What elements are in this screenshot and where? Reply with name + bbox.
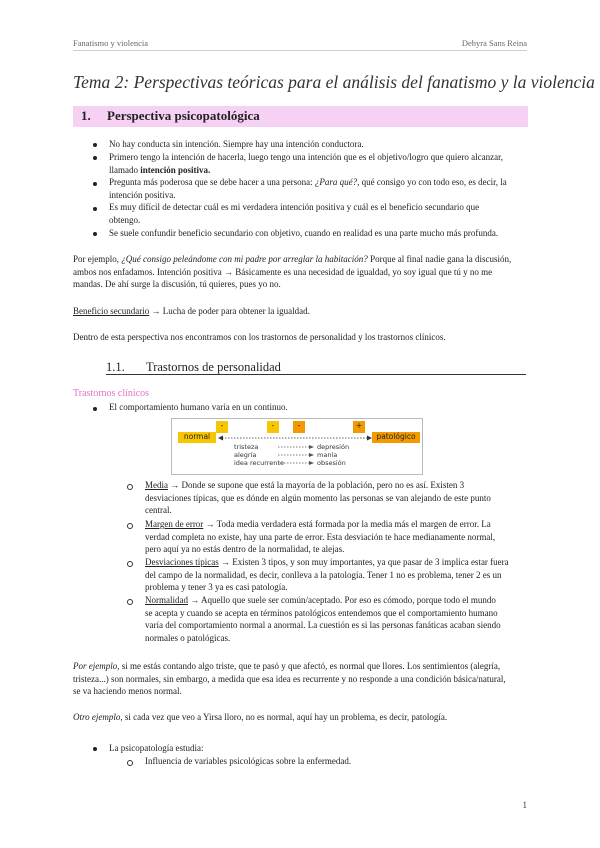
text: si cada vez que veo a Yirsa lloro, no es normal, aquí hay un problema, es decir, patología. — [122, 712, 448, 722]
sub-item — [145, 518, 530, 556]
continuum-arrow — [218, 433, 372, 443]
bullet-icon — [93, 407, 97, 411]
text: central. — [145, 505, 172, 515]
underlined-term: Beneficio secundario — [73, 306, 150, 316]
minus-box: - — [267, 421, 279, 433]
text: Porque al final nadie gana la discusión, — [367, 254, 512, 264]
patologico-label: patológico — [372, 432, 420, 443]
sub-bullet-icon — [127, 599, 133, 605]
bullet-icon — [93, 182, 97, 186]
underlined-term: Margen de error — [145, 519, 204, 529]
text: pero aquí ya no estás dentro de la normalidad, te alejas. — [145, 544, 345, 554]
page-number: 1 — [522, 800, 527, 810]
text: intención positiva. — [109, 189, 176, 200]
example-left: alegría — [234, 451, 257, 459]
text: , qué consigo yo con todo eso, es decir, la — [357, 177, 507, 187]
text: Es muy difícil de detectar cuál es mi verdadera intención positiva y cuál es el beneficio secundario que — [109, 202, 480, 212]
normal-label: normal — [178, 432, 216, 443]
text: verdad completa no existe, hay una parte de error. Esta desviación te hace medianamente normal, — [145, 531, 496, 542]
section-label: Perspectiva psicopatológica — [107, 108, 260, 123]
text: normales o patológicas. — [145, 632, 231, 643]
section-number: 1.1. — [106, 360, 125, 374]
text: → Donde se supone que está la mayoría de la población, pero no es así. Existen 3 — [168, 480, 465, 490]
text: se acepta y cuando se acepta en términos patológicos entendemos que el comportamiento humano — [145, 607, 498, 618]
list-item: No hay conducta sin intención. Siempre hay una intención conductora. — [109, 139, 364, 149]
text: → Aquello que suele ser común/aceptado. Por eso es cómodo, porque todo el mundo — [188, 595, 496, 605]
text: Por ejemplo, — [73, 254, 122, 264]
section-number: 1. — [81, 108, 91, 123]
text: del campo de la normalidad, es decir, conlleva a la patología. Tener 1 no es problema, tener 2 es un — [145, 569, 502, 580]
text: desviaciones típicas, que es dónde en algún momento las personas se van alejando de este punto — [145, 492, 491, 503]
text: Primero tengo la intención de hacerla, luego tengo una intención que es el objetivo/logro que quiero alcanzar, — [109, 152, 504, 162]
text: → Toda media verdadera está formada por la media más el margen de error. La — [203, 519, 491, 529]
underlined-term: Desviaciones típicas — [145, 557, 219, 567]
sub-item — [145, 479, 530, 517]
minus-box: - — [293, 421, 305, 433]
example-right: depresión — [317, 443, 350, 451]
bullet-icon — [93, 143, 97, 147]
italic-text: Otro ejemplo, — [73, 712, 123, 722]
paragraph — [73, 711, 447, 724]
header-left: Fanatismo y violencia — [73, 38, 149, 48]
text: problema y tener 3 ya es casi patología. — [145, 582, 288, 592]
section-label: Trastornos de personalidad — [146, 360, 281, 374]
text: ambos nos enfadamos. Intención positiva → Básicamente es una necesidad de igualdad, yo soy igual que tú y no me — [73, 266, 493, 277]
sub-item — [145, 556, 530, 594]
section-1-heading — [73, 106, 528, 127]
plus-box: + — [353, 421, 365, 433]
header-right: Dehyra Sans Reina — [461, 38, 527, 48]
page-title: Tema 2: Perspectivas teóricas para el análisis del fanatismo y la violencia — [73, 72, 595, 92]
text: → Existen 3 tipos, y son muy importantes, ya que pasar de 3 implica estar fuera — [218, 557, 509, 567]
text: varía del comportamiento normal a anormal. La cuestión es si las personas fanáticas acaban siendo — [145, 620, 501, 630]
sub-bullet-icon — [127, 561, 133, 567]
sub-bullet-icon — [127, 523, 133, 529]
italic-text: Por ejemplo, — [73, 661, 120, 671]
list-item: Se suele confundir beneficio secundario con objetivo, cuando en realidad es una parte mucho más profunda. — [109, 228, 499, 238]
italic-text: ¿Para qué? — [314, 177, 358, 187]
bold-text: intención positiva. — [140, 164, 211, 175]
text: obtengo. — [109, 214, 141, 225]
paragraph: Dentro de esta perspectiva nos encontramos con los trastornos de personalidad y los trastornos clínicos. — [73, 332, 446, 342]
example-arrows — [276, 443, 316, 469]
paragraph — [73, 305, 310, 318]
list-item: La psicopatología estudia: — [109, 743, 204, 753]
section-1-1-heading — [106, 360, 526, 375]
list-item: El comportamiento humano varía en un continuo. — [109, 402, 288, 412]
underlined-term: Media — [145, 480, 168, 490]
pathological-examples — [317, 443, 349, 467]
bullet-icon — [93, 156, 97, 160]
paragraph — [73, 253, 533, 291]
text: → Lucha de poder para obtener la igualdad. — [149, 306, 310, 316]
example-right: manía — [317, 451, 338, 459]
bullet-icon — [93, 747, 97, 751]
bullet-icon — [93, 232, 97, 236]
minus-box: - — [216, 421, 228, 433]
example-left: tristeza — [234, 443, 259, 451]
subsection-heading: Trastornos clínicos — [73, 388, 150, 399]
continuum-diagram — [171, 418, 423, 475]
example-right: obsesión — [317, 459, 346, 467]
sub-bullet-icon — [127, 484, 133, 490]
text: tristeza...) son normales, sin embargo, a medida que esa idea es recurrente y no responde a una condición básica/natural, — [73, 673, 506, 684]
text: mandas. De ahí surge la discusión, tú quieres, pues yo no. — [73, 279, 281, 289]
underlined-term: Normalidad — [145, 595, 188, 605]
text: se va haciendo menos normal. — [73, 686, 182, 696]
text: si me estás contando algo triste, que te pasó y que afectó, es normal que llores. Los sentimientos (alegría, — [119, 661, 501, 671]
list-item — [109, 201, 479, 226]
header-divider — [73, 50, 527, 51]
sub-bullet-icon — [127, 760, 133, 766]
sub-item: Influencia de variables psicológicas sobre la enfermedad. — [145, 756, 352, 766]
list-item — [109, 151, 503, 176]
sub-item — [145, 594, 530, 644]
italic-text: ¿Qué consigo peleándome con mi padre por arreglar la habitación? — [121, 254, 368, 264]
list-item — [109, 176, 507, 201]
example-left: idea recurrente — [234, 459, 284, 467]
paragraph — [73, 660, 533, 698]
text: llamado — [109, 164, 141, 175]
bullet-icon — [93, 207, 97, 211]
text: Pregunta más poderosa que se debe hacer a una persona: — [109, 177, 315, 187]
